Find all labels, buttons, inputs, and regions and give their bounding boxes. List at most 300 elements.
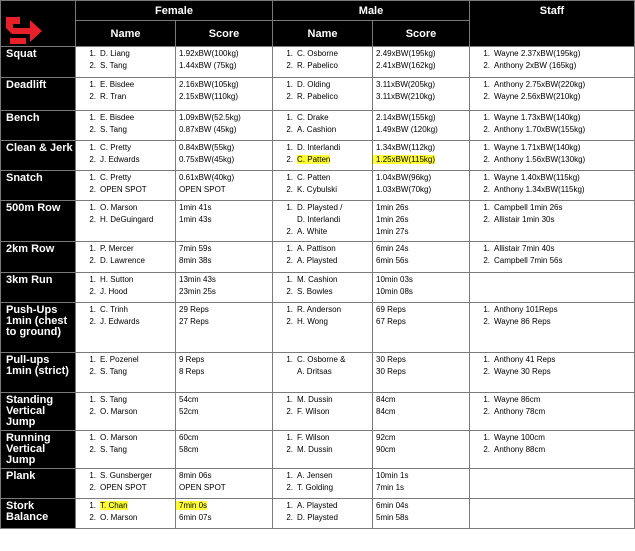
entry-text: C. Pretty xyxy=(100,173,132,182)
staff-cell-line xyxy=(470,304,634,316)
staff-cell-line xyxy=(470,79,634,91)
staff-cell xyxy=(470,242,635,273)
rank-number: 1. xyxy=(286,433,294,442)
rank-number: 1. xyxy=(286,143,294,152)
entry-text: Allistair 1min 30s xyxy=(494,215,555,224)
male-score-cell-line xyxy=(373,226,469,238)
rank-number: 2. xyxy=(483,125,491,134)
female-name-cell-line xyxy=(76,432,175,444)
male-score-cell-line xyxy=(373,124,469,136)
female-name-cell xyxy=(76,242,176,273)
female-name-cell-line xyxy=(76,91,175,103)
staff-cell xyxy=(470,469,635,499)
rank-number: 2. xyxy=(483,185,491,194)
entry-text: M. Dussin xyxy=(297,445,333,454)
entry-text: Anthony 2xBW (165kg) xyxy=(494,61,577,70)
rank-number: 2. xyxy=(89,215,96,224)
male-score-cell-line xyxy=(373,366,469,378)
female-name-cell-line xyxy=(76,444,175,456)
female-score-cell xyxy=(176,303,273,353)
female-name-cell-line xyxy=(76,243,175,255)
female-score-header: Score xyxy=(176,21,273,47)
score-text: 1min 27s xyxy=(376,227,409,236)
male-score-cell-line xyxy=(373,304,469,316)
female-name-cell-line xyxy=(76,482,175,494)
male-score-cell-line xyxy=(373,112,469,124)
category-label: Pull-ups 1min (strict) xyxy=(1,353,76,393)
staff-cell-line xyxy=(470,316,634,328)
score-text: 8min 06s xyxy=(179,471,212,480)
score-text: 1min 43s xyxy=(179,215,212,224)
table-row xyxy=(1,499,635,529)
male-score-cell-line xyxy=(373,255,469,267)
entry-text: E. Bisdee xyxy=(100,113,135,122)
category-label: Standing Vertical Jump xyxy=(1,393,76,431)
entry-text: R. Pabelico xyxy=(297,92,338,101)
male-score-cell xyxy=(373,78,470,111)
score-text: 1min 26s xyxy=(376,203,409,212)
score-text: 5min 58s xyxy=(376,513,409,522)
female-name-cell-line xyxy=(76,286,175,298)
entry-text: Wayne 30 Reps xyxy=(494,367,551,376)
entry-text: S. Tang xyxy=(100,445,127,454)
rank-number: 2. xyxy=(286,483,294,492)
score-text: 2.15xBW(110kg) xyxy=(179,92,238,101)
male-score-cell-line xyxy=(373,316,469,328)
female-name-cell xyxy=(76,393,176,431)
entry-text: Wayne 2.56xBW(210kg) xyxy=(494,92,581,101)
rank-number: 2. xyxy=(89,125,96,134)
score-text: 10min 1s xyxy=(376,471,409,480)
score-text: 6min 56s xyxy=(376,256,409,265)
rank-number: 1. xyxy=(89,433,96,442)
male-score-cell-line xyxy=(373,354,469,366)
male-name-cell xyxy=(273,111,373,141)
rank-number: 1. xyxy=(483,433,491,442)
female-score-cell xyxy=(176,201,273,242)
female-score-cell-line xyxy=(176,304,272,316)
staff-header: Staff xyxy=(470,1,635,47)
male-score-cell-line xyxy=(373,214,469,226)
table-row xyxy=(1,242,635,273)
female-name-cell-line xyxy=(76,394,175,406)
female-score-cell-line xyxy=(176,444,272,456)
score-text: 52cm xyxy=(179,407,199,416)
staff-cell-line xyxy=(470,354,634,366)
staff-cell xyxy=(470,111,635,141)
staff-cell-line xyxy=(470,255,634,267)
female-name-cell xyxy=(76,499,176,529)
female-score-cell-line xyxy=(176,243,272,255)
score-text: 1.92xBW(100kg) xyxy=(179,49,239,58)
staff-cell-line xyxy=(470,243,634,255)
staff-cell xyxy=(470,499,635,529)
female-name-cell xyxy=(76,201,176,242)
staff-cell-line xyxy=(470,48,634,60)
table-row xyxy=(1,431,635,469)
rank-number: 1. xyxy=(286,80,294,89)
male-name-cell-line xyxy=(273,243,372,255)
rank-number: 1. xyxy=(89,203,96,212)
entry-text: Wayne 86cm xyxy=(494,395,541,404)
male-name-cell-line xyxy=(273,286,372,298)
entry-text: Wayne 1.40xBW(115kg) xyxy=(494,173,580,182)
female-name-cell-line xyxy=(76,202,175,214)
rank-number: 2. xyxy=(89,155,96,164)
male-name-cell xyxy=(273,78,373,111)
staff-cell-line xyxy=(470,60,634,72)
rank-number: 2. xyxy=(89,317,96,326)
entry-text: C. Osborne xyxy=(297,49,338,58)
score-text: 54cm xyxy=(179,395,199,404)
entry-text: E. Bisdee xyxy=(100,80,135,89)
female-name-header: Name xyxy=(76,21,176,47)
category-label: Stork Balance xyxy=(1,499,76,529)
male-score-cell-line xyxy=(373,184,469,196)
entry-text: O. Marson xyxy=(100,433,138,442)
score-text: 8min 38s xyxy=(179,256,212,265)
female-score-cell xyxy=(176,78,273,111)
female-name-cell xyxy=(76,431,176,469)
staff-cell xyxy=(470,431,635,469)
male-name-cell-line xyxy=(273,112,372,124)
table-row xyxy=(1,141,635,171)
staff-cell xyxy=(470,353,635,393)
entry-text: Campbell 1min 26s xyxy=(494,203,563,212)
female-name-cell-line xyxy=(76,154,175,166)
score-text: 6min 07s xyxy=(179,513,212,522)
female-name-cell-line xyxy=(76,470,175,482)
rank-number: 2. xyxy=(483,215,491,224)
staff-cell xyxy=(470,141,635,171)
rank-number: 1. xyxy=(286,501,294,510)
rank-number: 1. xyxy=(286,173,294,182)
female-name-cell-line xyxy=(76,354,175,366)
entry-text: OPEN SPOT xyxy=(100,185,147,194)
entry-text: S. Bowles xyxy=(297,287,333,296)
rank-number: 2. xyxy=(286,256,294,265)
rank-number: 1. xyxy=(286,113,294,122)
staff-cell-line xyxy=(470,112,634,124)
male-score-header: Score xyxy=(373,21,470,47)
category-label: Running Vertical Jump xyxy=(1,431,76,469)
male-name-cell-line xyxy=(273,470,372,482)
rank-number: 1. xyxy=(483,113,491,122)
male-name-cell-line xyxy=(273,394,372,406)
table-row xyxy=(1,393,635,431)
male-score-cell xyxy=(373,353,470,393)
male-header: Male xyxy=(273,1,470,21)
entry-text: S. Gunsberger xyxy=(100,471,153,480)
score-text: 6min 04s xyxy=(376,501,409,510)
male-score-cell-line xyxy=(373,202,469,214)
rank-number: 2. xyxy=(89,256,96,265)
staff-cell-line xyxy=(470,142,634,154)
rank-number: 2. xyxy=(483,317,491,326)
male-name-cell-line xyxy=(273,366,372,378)
entry-text: C. Patten xyxy=(297,155,331,164)
female-name-cell-line xyxy=(76,316,175,328)
staff-cell-line xyxy=(470,214,634,226)
female-score-cell xyxy=(176,499,273,529)
rank-number: 1. xyxy=(89,244,96,253)
table-row xyxy=(1,469,635,499)
female-name-cell-line xyxy=(76,500,175,512)
male-name-cell-line xyxy=(273,432,372,444)
score-text: 1.25xBW(115kg) xyxy=(373,155,435,164)
female-score-cell xyxy=(176,171,273,201)
entry-text: C. Patten xyxy=(297,173,331,182)
rank-number: 2. xyxy=(286,513,294,522)
category-label: Push-Ups 1min (chest to ground) xyxy=(1,303,76,353)
rank-number: 1. xyxy=(89,80,96,89)
entry-text: Anthony 101Reps xyxy=(494,305,558,314)
rank-number: 1. xyxy=(286,275,294,284)
rank-number: 1. xyxy=(483,203,491,212)
score-text: 2.16xBW(105kg) xyxy=(179,80,239,89)
female-score-cell-line xyxy=(176,316,272,328)
rank-number: 2. xyxy=(286,407,294,416)
entry-text: T. Golding xyxy=(297,483,334,492)
female-name-cell-line xyxy=(76,366,175,378)
male-name-cell-line xyxy=(273,226,372,238)
male-score-cell-line xyxy=(373,512,469,524)
entry-text: Anthony 1.56xBW(130kg) xyxy=(494,155,586,164)
rank-number: 2. xyxy=(286,227,294,236)
entry-text: Anthony 78cm xyxy=(494,407,546,416)
female-score-cell-line xyxy=(176,124,272,136)
female-header: Female xyxy=(76,1,273,21)
score-text: 58cm xyxy=(179,445,199,454)
male-score-cell xyxy=(373,303,470,353)
table-row xyxy=(1,273,635,303)
rank-number: 1. xyxy=(483,244,491,253)
rank-number: 2. xyxy=(483,367,491,376)
female-name-cell xyxy=(76,141,176,171)
staff-cell-line xyxy=(470,154,634,166)
rank-number: 2. xyxy=(286,317,294,326)
entry-text: Campbell 7min 56s xyxy=(494,256,563,265)
male-name-cell-line xyxy=(273,184,372,196)
male-score-cell xyxy=(373,469,470,499)
rank-number: 2. xyxy=(286,445,294,454)
female-score-cell-line xyxy=(176,142,272,154)
score-text: 8 Reps xyxy=(179,367,205,376)
rank-number: 1. xyxy=(483,395,491,404)
entry-text: D. Olding xyxy=(297,80,331,89)
score-text: 1.04xBW(96kg) xyxy=(376,173,432,182)
score-text: 29 Reps xyxy=(179,305,209,314)
entry-text: C. Drake xyxy=(297,113,329,122)
entry-text: Allistair 7min 40s xyxy=(494,244,555,253)
rank-number: 2. xyxy=(286,92,294,101)
rank-number: 2. xyxy=(89,445,96,454)
female-score-cell-line xyxy=(176,500,272,512)
score-text: 7min 59s xyxy=(179,244,212,253)
score-text: 84cm xyxy=(376,407,396,416)
score-text: 2.41xBW(162kg) xyxy=(376,61,436,70)
entry-text: S. Tang xyxy=(100,125,127,134)
score-text: 2.14xBW(155kg) xyxy=(376,113,436,122)
entry-text: A. Cashion xyxy=(297,125,337,134)
staff-cell xyxy=(470,393,635,431)
female-score-cell-line xyxy=(176,354,272,366)
entry-text: O. Marson xyxy=(100,513,138,522)
rank-number: 2. xyxy=(483,61,491,70)
female-score-cell xyxy=(176,111,273,141)
female-score-cell xyxy=(176,469,273,499)
male-name-cell-line xyxy=(273,406,372,418)
male-score-cell-line xyxy=(373,406,469,418)
rank-number: 1. xyxy=(89,471,96,480)
male-score-cell xyxy=(373,111,470,141)
staff-cell-line xyxy=(470,184,634,196)
red-arrow-logo-icon xyxy=(4,11,44,47)
male-score-cell xyxy=(373,141,470,171)
staff-cell-line xyxy=(470,124,634,136)
rank-number: 1. xyxy=(286,203,294,212)
female-score-cell-line xyxy=(176,184,272,196)
table-row xyxy=(1,353,635,393)
rank-number: 1. xyxy=(89,395,96,404)
female-name-cell-line xyxy=(76,112,175,124)
entry-text: Wayne 100cm xyxy=(494,433,545,442)
male-name-cell xyxy=(273,431,373,469)
staff-cell-line xyxy=(470,444,634,456)
entry-text: A. Jensen xyxy=(297,471,333,480)
female-name-cell-line xyxy=(76,214,175,226)
rank-number: 2. xyxy=(483,92,491,101)
female-score-cell xyxy=(176,47,273,78)
score-text: 13min 43s xyxy=(179,275,216,284)
rank-number: 1. xyxy=(286,244,294,253)
male-score-cell xyxy=(373,171,470,201)
female-score-cell xyxy=(176,353,273,393)
entry-text: Anthony 41 Reps xyxy=(494,355,556,364)
entry-text: A. White xyxy=(297,227,328,236)
female-name-cell-line xyxy=(76,255,175,267)
entry-text: J. Hood xyxy=(100,287,128,296)
rank-number: 1. xyxy=(483,143,491,152)
table-row xyxy=(1,47,635,78)
female-score-cell-line xyxy=(176,60,272,72)
male-score-cell xyxy=(373,431,470,469)
staff-cell-line xyxy=(470,91,634,103)
score-text: 30 Reps xyxy=(376,367,406,376)
category-label: 500m Row xyxy=(1,201,76,242)
male-score-cell-line xyxy=(373,500,469,512)
entry-text: Wayne 1.73xBW(140kg) xyxy=(494,113,581,122)
female-score-cell-line xyxy=(176,274,272,286)
female-name-cell xyxy=(76,469,176,499)
female-name-cell-line xyxy=(76,48,175,60)
score-text: OPEN SPOT xyxy=(179,483,226,492)
entry-text: M. Dussin xyxy=(297,395,333,404)
rank-number: 2. xyxy=(89,61,96,70)
rank-number: 2. xyxy=(89,92,96,101)
female-score-cell-line xyxy=(176,202,272,214)
female-score-cell xyxy=(176,273,273,303)
male-name-cell xyxy=(273,171,373,201)
female-name-cell-line xyxy=(76,274,175,286)
female-name-cell xyxy=(76,111,176,141)
entry-text: C. Trinh xyxy=(100,305,129,314)
female-score-cell-line xyxy=(176,214,272,226)
rank-number: 2. xyxy=(286,155,294,164)
entry-text: Anthony 1.70xBW(155kg) xyxy=(494,125,586,134)
score-text: 10min 03s xyxy=(376,275,413,284)
male-name-cell-line xyxy=(273,124,372,136)
category-label: Squat xyxy=(1,47,76,78)
entry-text: D. Playsted xyxy=(297,513,338,522)
entry-text: J. Edwards xyxy=(100,317,140,326)
rank-number: 1. xyxy=(483,80,491,89)
male-score-cell-line xyxy=(373,394,469,406)
score-text: 1min 41s xyxy=(179,203,212,212)
score-text: 30 Reps xyxy=(376,355,406,364)
male-score-cell xyxy=(373,393,470,431)
score-text: 10min 08s xyxy=(376,287,413,296)
score-text: 69 Reps xyxy=(376,305,406,314)
entry-text: H. Sutton xyxy=(100,275,134,284)
entry-text: A. Pattison xyxy=(297,244,336,253)
female-name-cell-line xyxy=(76,184,175,196)
score-text: 0.75xBW(45kg) xyxy=(179,155,235,164)
male-score-cell-line xyxy=(373,172,469,184)
entry-text: H. Wong xyxy=(297,317,328,326)
rank-number: 2. xyxy=(483,445,491,454)
staff-cell-line xyxy=(470,172,634,184)
score-text: 1.03xBW(70kg) xyxy=(376,185,432,194)
score-text: 27 Reps xyxy=(179,317,209,326)
entry-text: Anthony 1.34xBW(115kg) xyxy=(494,185,585,194)
entry-text: D. Interlandi xyxy=(297,143,341,152)
entry-text: F. Wilson xyxy=(297,407,330,416)
male-name-cell-line xyxy=(273,512,372,524)
female-score-cell xyxy=(176,393,273,431)
category-label: Snatch xyxy=(1,171,76,201)
female-score-cell xyxy=(176,242,273,273)
category-label: Clean & Jerk xyxy=(1,141,76,171)
female-score-cell-line xyxy=(176,406,272,418)
male-score-cell xyxy=(373,47,470,78)
male-name-cell-line xyxy=(273,142,372,154)
female-score-cell-line xyxy=(176,432,272,444)
rank-number: 1. xyxy=(89,143,96,152)
rank-number: 1. xyxy=(89,49,96,58)
staff-cell-line xyxy=(470,406,634,418)
female-score-cell-line xyxy=(176,172,272,184)
male-score-cell xyxy=(373,273,470,303)
female-score-cell-line xyxy=(176,366,272,378)
rank-number: 2. xyxy=(483,155,491,164)
rank-number: 1. xyxy=(89,501,96,510)
male-score-cell xyxy=(373,242,470,273)
rank-number: 1. xyxy=(286,355,294,364)
female-name-cell-line xyxy=(76,304,175,316)
female-name-cell xyxy=(76,47,176,78)
table-row xyxy=(1,78,635,111)
entry-text: Anthony 88cm xyxy=(494,445,546,454)
entry-text: A. Playsted xyxy=(297,501,338,510)
category-label: 2km Row xyxy=(1,242,76,273)
score-text: 3.11xBW(205kg) xyxy=(376,80,436,89)
rank-number: 2. xyxy=(89,287,96,296)
male-score-cell-line xyxy=(373,243,469,255)
entry-text: E. Pozenel xyxy=(100,355,139,364)
staff-cell xyxy=(470,47,635,78)
score-text: 7min 1s xyxy=(376,483,405,492)
